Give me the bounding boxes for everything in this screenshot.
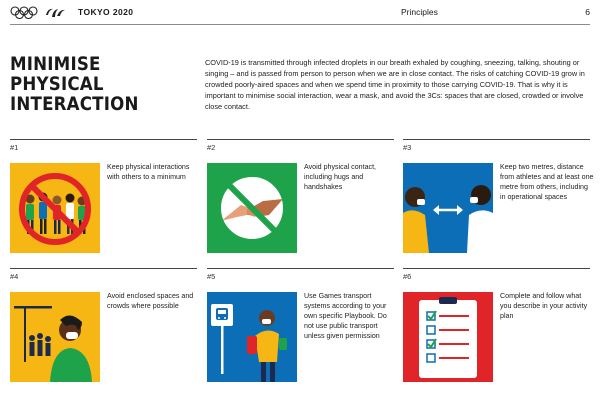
item-number: #2 [207,143,216,152]
item-number: #5 [207,272,216,281]
page-number: 6 [585,7,590,17]
principle-item-3 [403,139,594,265]
page-header [10,0,590,25]
distance-icon [403,163,493,253]
title-line: PHYSICAL [10,74,104,95]
paralympic-agitos-icon [44,6,66,19]
item-number: #6 [403,272,412,281]
item-number: #4 [10,272,19,281]
item-caption: Keep two metres, distance from athletes and at least one metre from others, including in operational spaces [500,163,594,201]
checklist-icon [403,292,493,382]
item-number: #1 [10,143,19,152]
bus-stop-icon [207,292,297,382]
principle-item-4 [10,268,197,394]
principle-item-5 [207,268,394,394]
no-handshake-icon [207,163,297,253]
item-caption: Avoid enclosed spaces and crowds where possible [107,292,194,310]
section-label: Principles [401,7,438,17]
no-crowd-icon [10,163,100,253]
item-caption: Complete and follow what you describe in your activity plan [500,292,588,320]
avoid-crowd-icon [10,292,100,382]
page-title [10,55,180,115]
item-caption: Avoid physical contact, including hugs and handshakes [304,163,377,191]
principle-item-2 [207,139,394,265]
title-line: INTERACTION [10,94,139,115]
principle-item-1 [10,139,197,265]
olympic-rings-icon [10,6,38,19]
item-caption: Use Games transport systems according to your own specific Playbook. Do not use public transport unless given permission [304,292,387,340]
item-caption: Keep physical interactions with others to a minimum [107,163,190,181]
title-line: MINIMISE [10,54,101,75]
principle-item-6 [403,268,590,394]
item-number: #3 [403,143,412,152]
intro-paragraph: COVID-19 is transmitted through infected droplets in our breath exhaled by coughing, sneezing, talking, shouting or singing – and is passed from person to person when we are in close contact. The risks of catching COVID-19 grow in crowded poorly-aired spaces and when we spend time in proximity to those carrying COVID-19. That is why it is important to minimise social interaction, wear a mask, and avoid the 3Cs: spaces that are closed, crowded or involve close contact. [205,58,585,112]
logo-group [10,5,66,19]
brand-label: TOKYO 2020 [78,7,134,17]
